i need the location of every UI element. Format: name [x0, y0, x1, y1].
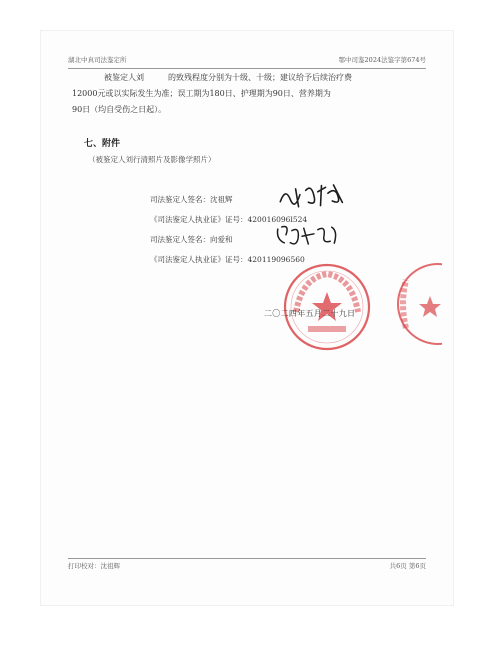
- handwritten-signature-1: [277, 180, 348, 212]
- official-seal: [282, 262, 372, 352]
- header-case-number: 鄂中司鉴2024法鉴字第674号: [338, 56, 426, 64]
- handwritten-signature-2: [274, 221, 345, 249]
- page-footer: [68, 558, 426, 573]
- attachments-note: （被鉴定人刘行清照片及影像学照片）: [88, 155, 216, 164]
- section-title-attachments: 七、附件: [84, 139, 121, 149]
- issue-date: 二〇二四年五月二十九日: [264, 309, 356, 318]
- conclusion-paragraph: [72, 70, 394, 118]
- footer-proofreader: 打印校对：沈祖辉: [68, 562, 120, 570]
- examiner2-certificate: 《司法鉴定人执业证》证号：420119096560: [150, 255, 305, 264]
- examiner1-certificate: 《司法鉴定人执业证》证号：420016096l524: [150, 215, 308, 224]
- examiner2-signature-label: 司法鉴定人签名：向爱和: [150, 235, 233, 244]
- paragraph-line3: 90日（均自受伤之日起）。: [72, 105, 167, 114]
- paragraph-line2: 12000元或以实际发生为准；误工期为180日、护理期为90日、营养期为: [72, 89, 331, 98]
- cross-page-seal: [392, 258, 442, 350]
- paragraph-line1-before: 被鉴定人刘: [104, 73, 144, 82]
- footer-page-number: 共6页 第6页: [389, 562, 426, 570]
- page-header: [68, 54, 426, 69]
- examiner1-signature-label: 司法鉴定人签名：沈祖辉: [150, 195, 233, 204]
- paragraph-line1-after: 的致残程度分别为十级、十级；建议给予后续治疗费: [168, 73, 352, 82]
- header-institution: 湖北中真司法鉴定所: [68, 56, 127, 64]
